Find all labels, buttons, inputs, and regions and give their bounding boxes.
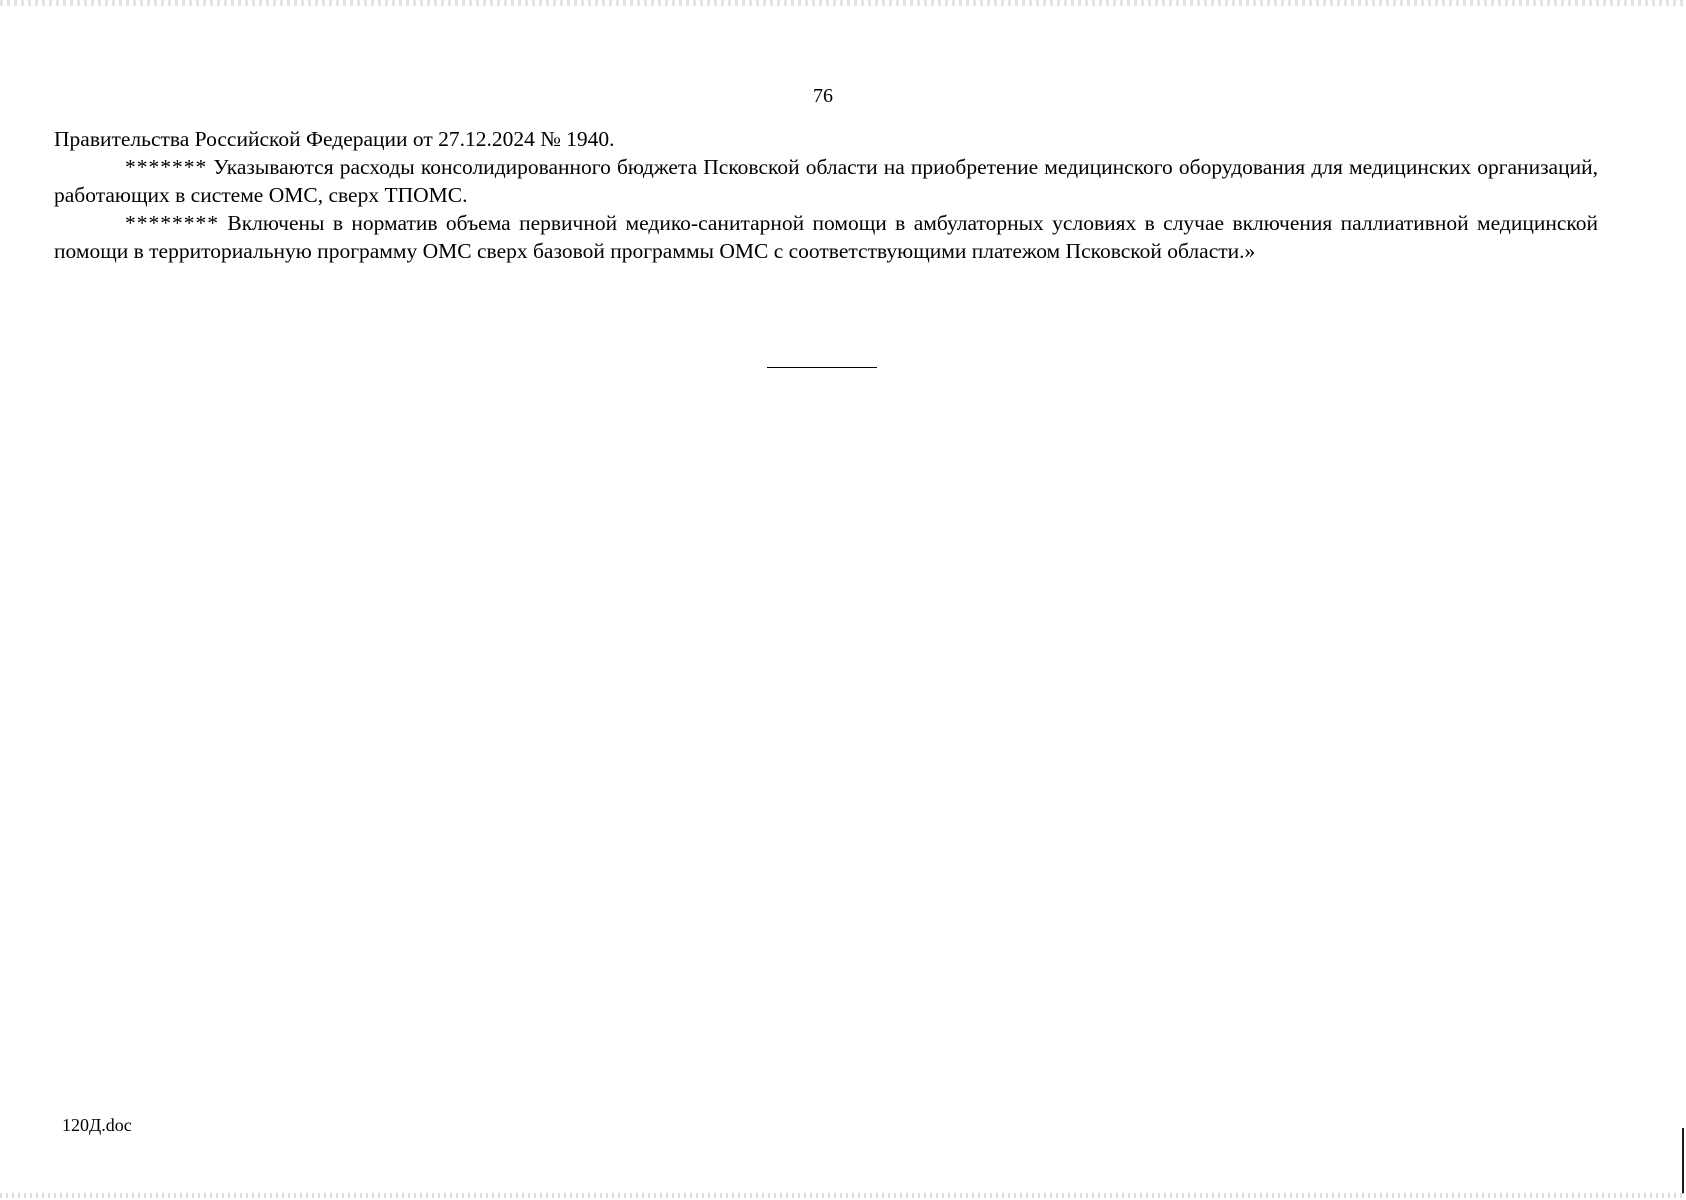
footnote-7 xyxy=(54,153,1598,209)
end-separator-line xyxy=(767,367,877,368)
page-number: 76 xyxy=(813,85,833,107)
footnote-8 xyxy=(54,209,1598,265)
footnote-text: Включены в норматив объема первичной медико-санитарной помощи в амбулаторных условиях в случае включения паллиативной медицинской помощи в территориальную программу ОМС сверх базовой программы ОМС с соответствующими платежом Псковской области.» xyxy=(54,211,1599,263)
scan-edge-right xyxy=(1682,1128,1684,1194)
document-body xyxy=(54,125,1598,265)
footnote-marker: ******* xyxy=(125,155,208,179)
footer-file-name: 120Д.doc xyxy=(62,1115,132,1135)
scan-edge-top xyxy=(0,0,1686,6)
continuation-line: Правительства Российской Федерации от 27.12.2024 № 1940. xyxy=(54,127,615,151)
footnote-text: Указываются расходы консолидированного бюджета Псковской области на приобретение медицинского оборудования для медицинских организаций, работающих в системе ОМС, сверх ТПОМС. xyxy=(54,155,1598,207)
scan-edge-bottom xyxy=(0,1193,1686,1198)
footnote-marker: ******** xyxy=(125,211,219,235)
